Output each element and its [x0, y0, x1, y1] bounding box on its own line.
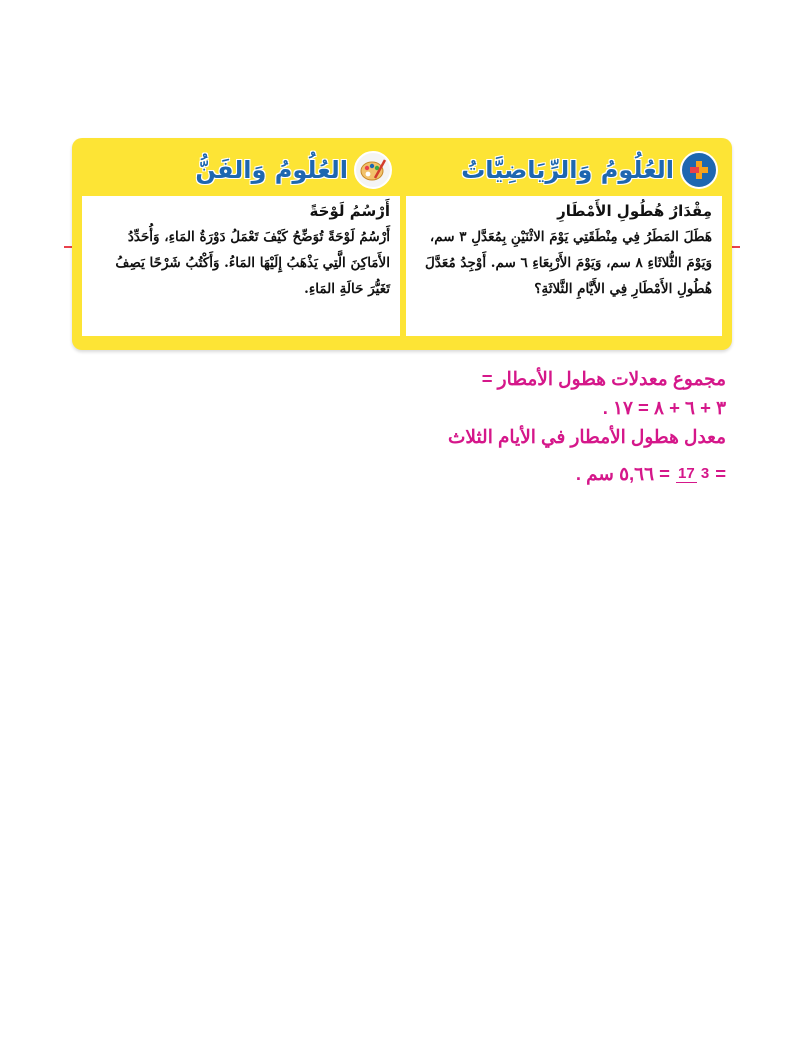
palette-icon — [354, 151, 392, 189]
answer-fraction — [676, 465, 709, 482]
handwritten-answer — [306, 364, 726, 495]
answer-line-sum: ٣ + ٦ + ٨ = ١٧ . — [602, 397, 726, 418]
rainfall-panel-text: هَطَلَ المَطَرُ فِي مِنْطَقَتِي يَوْمَ الاثْنَيْنِ بِمُعَدَّلِ ٣ سم، وَيَوْمَ الثُّلاثَاءِ ٨ سم، وَيَوْمَ الأَرْبِعَاءِ ٦ سم. أَوْجِدُ مُعَدَّلَ هُطُولِ الأَمْطَارِ فِي الأَيَّامِ الثَّلاثَةِ؟ — [425, 229, 712, 297]
textbook-banner — [72, 138, 732, 350]
rainfall-panel-title: مِقْدَارُ هُطُولِ الأَمْطَارِ — [557, 202, 712, 220]
art-science-header — [195, 150, 392, 190]
math-science-header — [461, 150, 718, 190]
drawing-panel — [82, 196, 400, 336]
rainfall-panel — [406, 196, 722, 336]
drawing-panel-title: أَرْسُمُ لَوْحَةً — [309, 202, 390, 220]
art-science-title: العُلُومُ وَالفَنُّ — [195, 156, 348, 184]
fraction-numerator: 17 — [677, 464, 695, 482]
plus-icon — [680, 151, 718, 189]
answer-line-average-label: معدل هطول الأمطار في الأيام الثلاث — [448, 426, 726, 447]
answer-line-average — [306, 451, 726, 495]
answer-line-sum-label: مجموع معدلات هطول الأمطار = — [481, 368, 726, 389]
math-science-title: العُلُومُ وَالرِّيَاضِيَّاتُ — [461, 156, 674, 184]
answer-result: = ٥,٦٦ سم . — [575, 462, 670, 484]
answer-equals-sign: = — [715, 462, 726, 484]
fraction-denominator: 3 — [700, 464, 710, 482]
drawing-panel-text: أَرْسُمُ لَوْحَةً تُوَضِّحُ كَيْفَ تَعْمَلُ دَوْرَةُ المَاءِ، وَأُحَدِّدُ الأَمَاكِنَ الَّتِي يَذْهَبُ إِلَيْهَا المَاءُ. وَأَكْتُبُ شَرْحًا يَصِفُ تَغَيُّرَ حَالَةِ المَاءِ. — [115, 229, 390, 297]
